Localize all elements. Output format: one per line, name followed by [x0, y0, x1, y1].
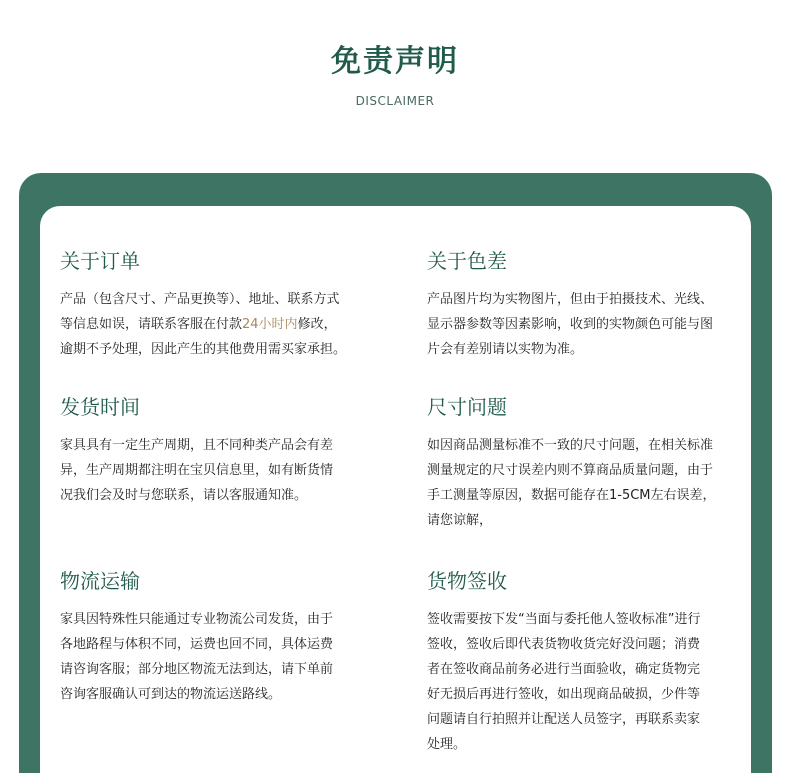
body-line: 签收需要按下发“当面与委托他人签收标准”进行: [427, 612, 701, 627]
body-line: 手工测量等原因，数据可能存在1-5CM左右误差，: [427, 488, 716, 503]
body-line: [60, 312, 390, 337]
body-line: 家具具有一定生产周期，且不同种类产品会有差: [60, 438, 334, 453]
section-logistics: [60, 567, 390, 707]
section-body: [427, 433, 747, 533]
section-title: 尺寸问题: [427, 395, 507, 419]
body-line: 测量规定的尺寸误差内则不算商品质量问题，由于: [427, 463, 714, 478]
body-line: 请咨询客服；部分地区物流无法到达，请下单前: [60, 662, 334, 677]
section-delivery-signing: [427, 567, 747, 757]
section-body: [60, 433, 390, 508]
body-line: 显示器参数等因素影响，收到的实物颜色可能与图: [427, 317, 714, 332]
section-body: [60, 607, 390, 707]
body-line: 如因商品测量标准不一致的尺寸问题，在相关标准: [427, 438, 714, 453]
section-title: 物流运输: [60, 569, 140, 593]
body-text: 等信息如误，请联系客服在付款: [60, 317, 243, 332]
section-about-order: [60, 247, 390, 362]
body-line: 者在签收商品前务必进行当面验收，确定货物完: [427, 662, 701, 677]
body-line: 好无损后再进行签收，如出现商品破损，少件等: [427, 687, 701, 702]
body-line: 咨询客服确认可到达的物流运送路线。: [60, 687, 282, 702]
section-title: 关于色差: [427, 249, 507, 273]
page-subtitle: DISCLAIMER: [355, 94, 435, 108]
body-text: 修改，: [297, 317, 337, 332]
body-line: 问题请自行拍照并让配送人员签字，再联系卖家: [427, 712, 701, 727]
section-shipping-time: [60, 393, 390, 508]
body-line: 各地路程与体积不同，运费也回不同，具体运费: [60, 637, 334, 652]
body-line: 家具因特殊性只能通过专业物流公司发货，由于: [60, 612, 334, 627]
page-title: 免责声明: [331, 44, 459, 79]
highlight-text: 24小时内: [242, 317, 298, 332]
body-line: 异，生产周期都注明在宝贝信息里，如有断货情: [60, 463, 334, 478]
body-line: 签收，签收后即代表货物收货完好没问题；消费: [427, 637, 701, 652]
section-body: [427, 607, 747, 757]
body-line: 请您谅解，: [427, 513, 493, 528]
body-line: 处理。: [427, 737, 467, 752]
header: [0, 0, 790, 172]
body-line: 产品（包含尺寸、产品更换等）、地址、联系方式: [60, 292, 340, 307]
body-line: 逾期不予处理，因此产生的其他费用需买家承担。: [60, 342, 347, 357]
section-title: 发货时间: [60, 395, 140, 419]
body-line: 片会有差别请以实物为准。: [427, 342, 584, 357]
section-title: 货物签收: [427, 569, 507, 593]
section-color-difference: [427, 247, 747, 362]
section-body: [60, 287, 390, 362]
section-title: 关于订单: [60, 249, 140, 273]
body-line: 产品图片均为实物图片，但由于拍摄技术、光线、: [427, 292, 714, 307]
body-line: 况我们会及时与您联系，请以客服通知准。: [60, 488, 308, 503]
section-size-issue: [427, 393, 747, 533]
section-body: [427, 287, 747, 362]
